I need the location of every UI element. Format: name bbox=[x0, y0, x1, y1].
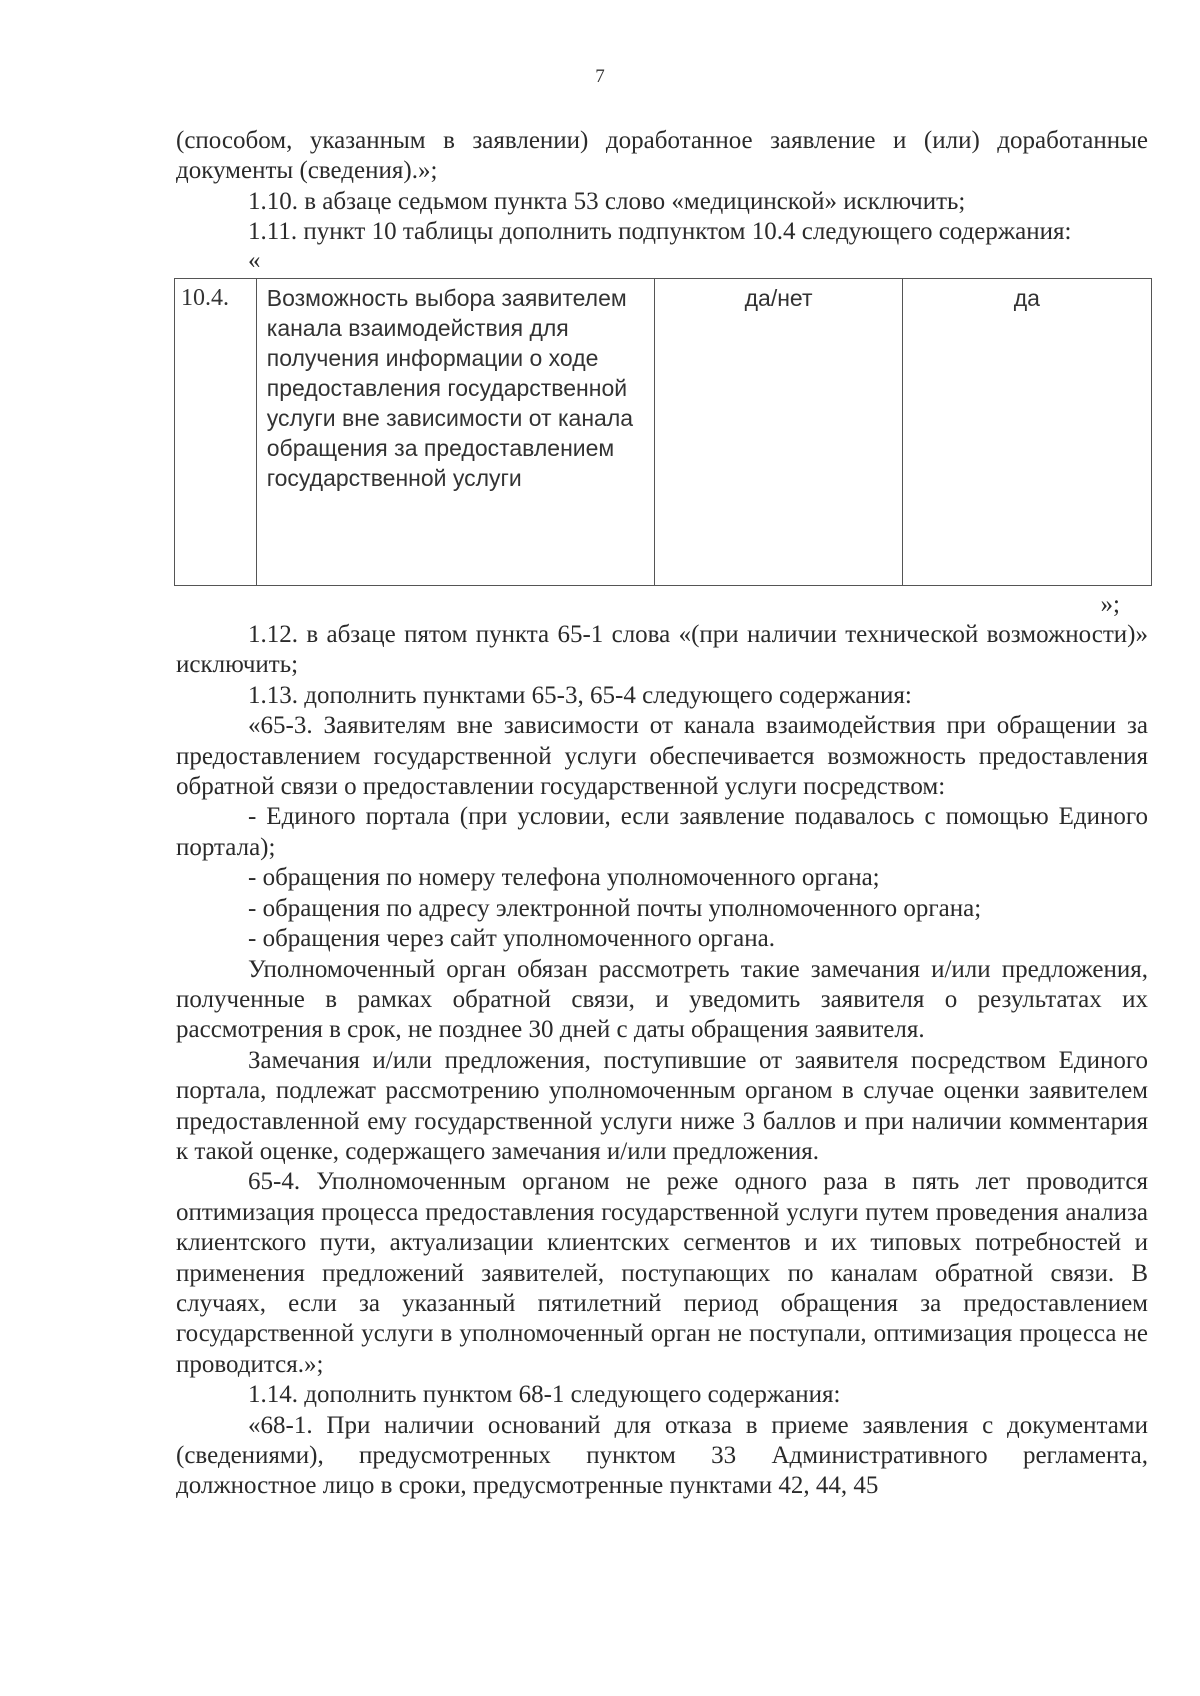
paragraph-1-13: 1.13. дополнить пунктами 65-3, 65-4 следующего содержания: bbox=[248, 681, 912, 709]
page-number: 7 bbox=[595, 66, 605, 87]
paragraph-1-11: 1.11. пункт 10 таблицы дополнить подпунктом 10.4 следующего содержания: bbox=[248, 218, 1072, 246]
paragraph-continuation: (способом, указанным в заявлении) доработанное заявление и (или) доработанные документы (сведения).»; bbox=[176, 127, 1148, 185]
quote-open-mark: « bbox=[248, 246, 261, 274]
paragraph-68-1: «68-1. При наличии оснований для отказа в приеме заявления с документами (сведениями), предусмотренных пунктом 33 Административного регламента, должностное лицо в сроки, предусмотренные пунктами 42, 44, 45 bbox=[176, 1411, 1148, 1500]
paragraph-65-4: 65-4. Уполномоченным органом не реже одного раза в пять лет проводится оптимизация процесса предоставления государственной услуги путем проведения анализа клиентского пути, актуализации клиентских сегментов и их типовых потребностей и применения предложений заявителей, поступающих по каналам обратной связи. В случаях, если за указанный пятилетний период обращения за предоставлением государственной услуги в уполномоченный орган не поступали, оптимизация процесса не проводится.»; bbox=[176, 1168, 1148, 1378]
paragraph-1-12: 1.12. в абзаце пятом пункта 65-1 слова «(при наличии технической возможности)» исключить; bbox=[176, 621, 1148, 679]
amendment-table bbox=[174, 278, 1152, 586]
row-unit-cell: да/нет bbox=[655, 278, 902, 585]
row-number-cell: 10.4. bbox=[175, 278, 257, 585]
row-name-cell: Возможность выбора заявителем канала взаимодействия для получения информации о ходе предоставления государственной услуги вне зависимости от канала обращения за предоставлением государственной услуги bbox=[256, 278, 655, 585]
table-row bbox=[175, 278, 1152, 585]
paragraph-65-3: «65-3. Заявителям вне зависимости от канала взаимодействия при обращении за предоставлением государственной услуги обеспечивается возможность предоставления обратной связи о предоставлении государственной услуги посредством: bbox=[176, 712, 1148, 801]
document-body bbox=[176, 126, 1148, 1502]
paragraph-remarks: Замечания и/или предложения, поступившие от заявителя посредством Единого портала, подлежат рассмотрению уполномоченным органом в случае оценки заявителем предоставленной ему государственной услуги ниже 3 баллов и при наличии комментария к такой оценке, содержащего замечания и/или предложения. bbox=[176, 1046, 1148, 1165]
list-item-email: - обращения по адресу электронной почты уполномоченного органа; bbox=[248, 894, 982, 922]
list-item-phone: - обращения по номеру телефона уполномоченного органа; bbox=[248, 864, 880, 892]
row-target-cell: да bbox=[902, 278, 1151, 585]
list-item-site: - обращения через сайт уполномоченного органа. bbox=[248, 925, 775, 953]
list-item-portal: - Единого портала (при условии, если заявление подавалось с помощью Единого портала); bbox=[176, 803, 1148, 861]
paragraph-1-10: 1.10. в абзаце седьмом пункта 53 слово «медицинской» исключить; bbox=[248, 187, 966, 215]
quote-close-mark: »; bbox=[1100, 590, 1120, 618]
paragraph-obligation: Уполномоченный орган обязан рассмотреть такие замечания и/или предложения, полученные в рамках обратной связи, и уведомить заявителя о результатах их рассмотрения в срок, не позднее 30 дней с даты обращения заявителя. bbox=[176, 955, 1148, 1044]
paragraph-1-14: 1.14. дополнить пунктом 68-1 следующего содержания: bbox=[248, 1381, 841, 1409]
